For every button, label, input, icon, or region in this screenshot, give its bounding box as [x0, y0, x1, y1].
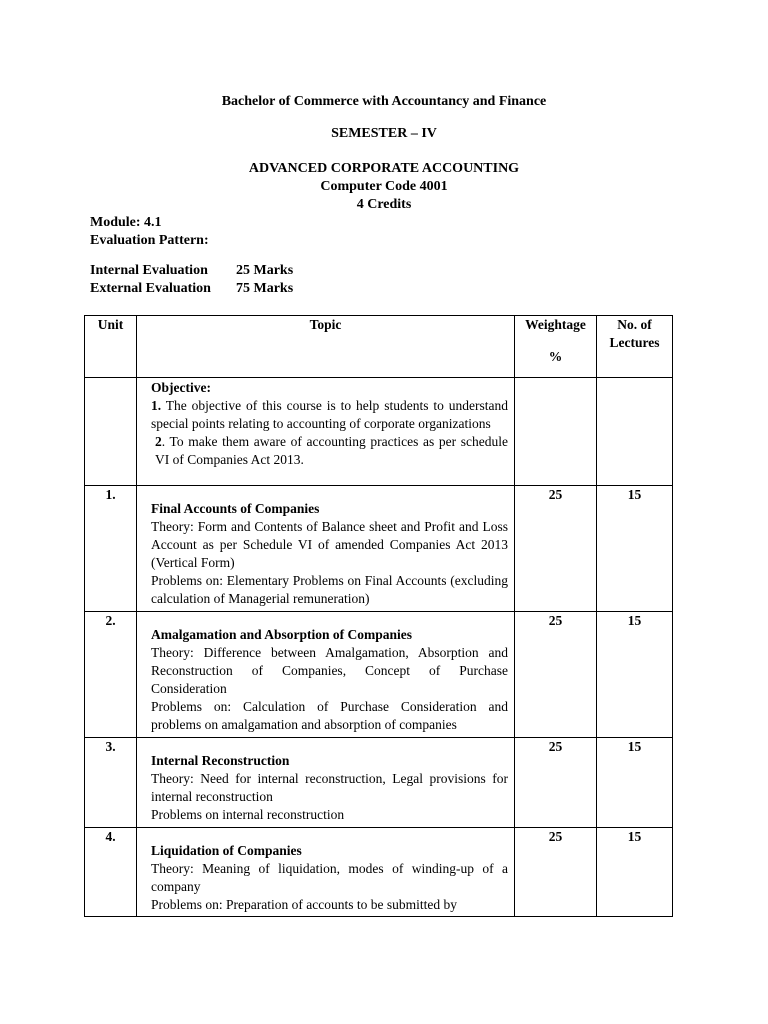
semester-title: SEMESTER – IV: [331, 126, 437, 141]
header-lectures: [597, 316, 673, 378]
row-3-topic: [137, 738, 515, 828]
header-weightage-label: Weightage: [525, 317, 586, 332]
header-weightage: [515, 316, 597, 378]
row-1-problems: Problems on: Elementary Problems on Final Accounts (excluding calculation of Managerial remuneration): [151, 573, 508, 606]
row-1-topic: [137, 486, 515, 612]
objective-unit-cell: [85, 378, 137, 486]
internal-evaluation-label: Internal Evaluation: [90, 263, 208, 278]
row-4-theory: Theory: Meaning of liquidation, modes of winding-up of a company: [151, 861, 508, 894]
external-evaluation-row: [90, 280, 293, 298]
row-3-problems: Problems on internal reconstruction: [151, 807, 345, 822]
row-2-theory: Theory: Difference between Amalgamation, Absorption and Reconstruction of Companies, Concept of Purchase Consideration: [151, 645, 508, 696]
objective-item-1-text: The objective of this course is to help students to understand special points relating to accounting of corporate organizations: [151, 398, 508, 431]
row-2-lectures: 15: [597, 612, 673, 738]
objective-title: Objective:: [151, 380, 211, 395]
objective-item-2-text: . To make them aware of accounting practices as per schedule VI of Companies Act 2013.: [155, 434, 508, 467]
credits: 4 Credits: [356, 197, 412, 212]
row-4-lectures: 15: [597, 828, 673, 917]
table-row: [85, 612, 673, 738]
row-4-topic: [137, 828, 515, 917]
header-lectures-line1: No. of: [617, 317, 652, 332]
row-1-lectures: 15: [597, 486, 673, 612]
objective-item-2-number: 2: [155, 434, 162, 449]
objective-item-1: [151, 397, 508, 433]
row-1-theory: Theory: Form and Contents of Balance sheet and Profit and Loss Account as per Schedule VI of amended Companies Act 2013 (Vertical Form): [151, 519, 508, 570]
evaluation-pattern-label: Evaluation Pattern:: [90, 233, 209, 248]
external-evaluation-value: 75 Marks: [236, 281, 294, 296]
module-label: Module: 4.1: [90, 215, 162, 230]
row-4-unit: 4.: [85, 828, 137, 917]
external-evaluation-label: External Evaluation: [90, 281, 211, 296]
objective-item-2: [151, 433, 508, 469]
table-row: [85, 828, 673, 917]
table-row: [85, 738, 673, 828]
table-row: [85, 486, 673, 612]
header-lectures-line2: Lectures: [609, 335, 660, 350]
header-unit: Unit: [85, 316, 137, 378]
objective-weightage-cell: [515, 378, 597, 486]
row-1-unit: 1.: [85, 486, 137, 612]
row-1-weightage: 25: [515, 486, 597, 612]
row-3-theory: Theory: Need for internal reconstruction, Legal provisions for internal reconstruction: [151, 771, 508, 804]
row-4-weightage: 25: [515, 828, 597, 917]
header-weightage-unit: %: [548, 349, 563, 364]
course-title: ADVANCED CORPORATE ACCOUNTING: [248, 161, 520, 176]
syllabus-table: [84, 315, 673, 917]
row-2-topic: [137, 612, 515, 738]
objective-lectures-cell: [597, 378, 673, 486]
row-3-title: Internal Reconstruction: [151, 753, 290, 768]
row-4-problems: Problems on: Preparation of accounts to be submitted by: [151, 897, 457, 912]
row-2-weightage: 25: [515, 612, 597, 738]
header-topic: Topic: [137, 316, 515, 378]
computer-code: Computer Code 4001: [320, 179, 448, 194]
row-4-title: Liquidation of Companies: [151, 843, 302, 858]
row-2-problems: Problems on: Calculation of Purchase Consideration and problems on amalgamation and absorption of companies: [151, 699, 508, 732]
programme-title: Bachelor of Commerce with Accountancy and Finance: [221, 94, 547, 109]
row-1-title: Final Accounts of Companies: [151, 501, 320, 516]
internal-evaluation-row: [90, 262, 293, 280]
row-2-unit: 2.: [85, 612, 137, 738]
table-header-row: [85, 316, 673, 378]
objective-row: [85, 378, 673, 486]
row-3-lectures: 15: [597, 738, 673, 828]
row-2-title: Amalgamation and Absorption of Companies: [151, 627, 413, 642]
internal-evaluation-value: 25 Marks: [236, 263, 294, 278]
objective-topic-cell: [137, 378, 515, 486]
row-3-unit: 3.: [85, 738, 137, 828]
row-3-weightage: 25: [515, 738, 597, 828]
objective-item-1-number: 1.: [151, 398, 162, 413]
